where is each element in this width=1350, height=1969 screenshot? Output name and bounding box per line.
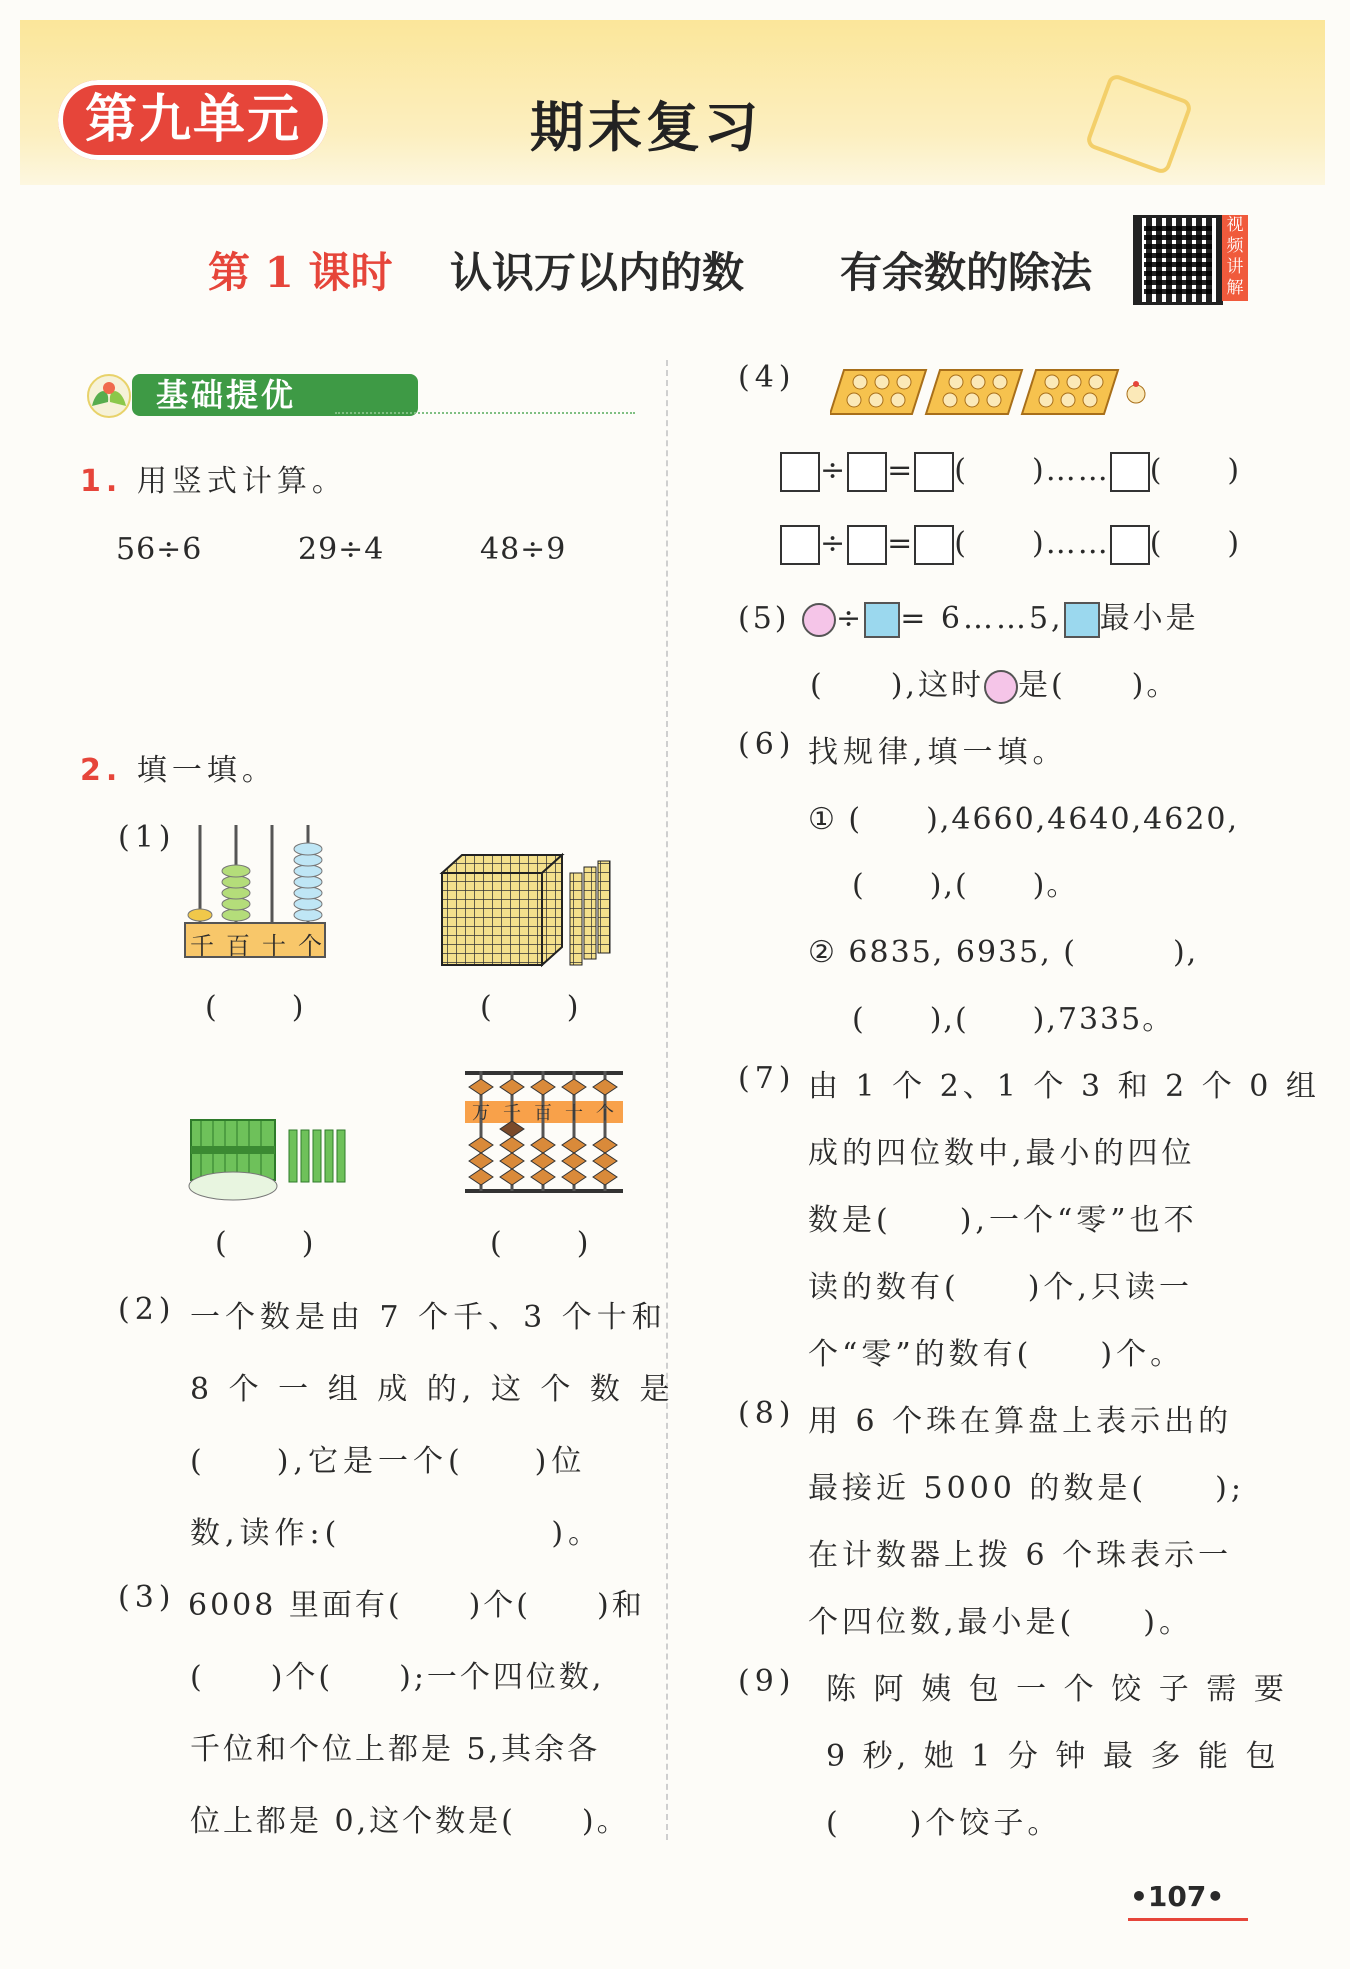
q2-p8-line-3: 在计数器上拨 6 个珠表示一 [808, 1538, 1233, 1573]
q2-title: 填一填。 [136, 753, 277, 788]
p4-eq2-quotient-box[interactable] [914, 525, 954, 565]
p4-eq1-eq: = [887, 453, 915, 488]
blue-square-icon [864, 602, 900, 638]
q1-heading [80, 456, 347, 500]
q2-p7-line-3: 数是( ),一个“零”也不 [808, 1203, 1198, 1238]
q2-p7-line-1: 由 1 个 2、1 个 3 和 2 个 0 组 [808, 1069, 1320, 1104]
q2-p6-line-1: ① ( ),4660,4640,4620, [808, 802, 1240, 837]
q2-p5-tail: 最小是 [1099, 601, 1199, 636]
q2-p3-line-3: 千位和个位上都是 5,其余各 [190, 1732, 601, 1767]
lesson-number: 第 1 课时 [208, 248, 393, 297]
abacus-label-hundred: 百 [226, 932, 250, 960]
q2-p1-blank-3[interactable]: ( ) [215, 1226, 319, 1261]
q1-title: 用竖式计算。 [136, 464, 347, 499]
q2-p6-title: 找规律,填一填。 [808, 735, 1068, 770]
p4-eq1-quotient-box[interactable] [914, 452, 954, 492]
q2-p5-line2b: 是( )。 [1017, 668, 1180, 703]
p4-eq1-unit-2[interactable]: ( ) [1149, 453, 1242, 488]
q2-p6-line-3: ② 6835, 6935, ( ), [808, 935, 1199, 970]
q2-p3-line-4: 位上都是 0,这个数是( )。 [190, 1804, 630, 1839]
q2-p5-line-2 [810, 660, 1179, 704]
qr-code-icon[interactable] [1133, 215, 1223, 305]
q1-number: 1. [80, 464, 123, 499]
p4-eq1-divisor-box[interactable] [847, 452, 887, 492]
q2-p7-line-2: 成的四位数中,最小的四位 [808, 1136, 1196, 1171]
p4-eq2-div: ÷ [820, 526, 848, 561]
p4-eq2-dots: …… [1045, 526, 1110, 561]
lesson-topic-1: 认识万以内的数 [450, 248, 745, 297]
counter-label-wan: 万 [472, 1103, 490, 1124]
q2-p8-line-2: 最接近 5000 的数是( ); [808, 1471, 1245, 1506]
q2-p5-label: (5) [738, 601, 790, 636]
q1-item-3: 48÷9 [480, 532, 567, 567]
q2-p8-label: (8) [738, 1396, 796, 1431]
cake-trays-illustration [830, 362, 1150, 420]
p4-eq2-unit-2[interactable]: ( ) [1149, 526, 1242, 561]
counter-label-qian: 千 [503, 1103, 521, 1124]
section-divider [335, 412, 635, 414]
p4-eq1-div: ÷ [820, 453, 848, 488]
q2-p3-line-1: 6008 里面有( )个( )和 [188, 1588, 645, 1623]
pink-circle-icon-2 [984, 670, 1018, 704]
lesson-topic-2: 有余数的除法 [840, 248, 1093, 297]
q2-p9-line-3: ( )个饺子。 [826, 1806, 1062, 1841]
q2-p9-label: (9) [738, 1664, 796, 1699]
p4-eq1-dots: …… [1045, 453, 1110, 488]
q2-p2-line-2: 8 个 一 组 成 的, 这 个 数 是 [190, 1372, 675, 1407]
unit-badge: 第九单元 [58, 80, 328, 160]
q2-p4-label: (4) [738, 360, 796, 395]
q2-p5-line-1 [738, 593, 1199, 638]
q2-p2-line-4: 数,读作:( )。 [190, 1516, 604, 1551]
q2-p7-line-5: 个“零”的数有( )个。 [808, 1337, 1185, 1372]
q2-p8-line-1: 用 6 个珠在算盘上表示出的 [808, 1404, 1233, 1439]
section-tag [80, 372, 340, 418]
video-label: 视频讲解 [1222, 215, 1248, 301]
section-label: 基础提优 [132, 374, 418, 416]
q2-p2-line-1: 一个数是由 7 个千、3 个十和 [190, 1300, 667, 1335]
q2-p7-label: (7) [738, 1061, 796, 1096]
counter-label-bai: 百 [534, 1103, 552, 1124]
page-number: •107• [1130, 1880, 1225, 1913]
q2-p9-line-1: 陈 阿 姨 包 一 个 饺 子 需 要 [826, 1672, 1288, 1707]
counter-label-shi: 十 [565, 1103, 583, 1124]
q2-p1-label: (1) [118, 820, 176, 855]
p4-eq1-remainder-box[interactable] [1110, 452, 1150, 492]
p4-eq2-divisor-box[interactable] [847, 525, 887, 565]
q2-p3-label: (3) [118, 1580, 176, 1615]
q2-p5-div: ÷ [836, 601, 865, 636]
page-number-underline [1128, 1918, 1248, 1921]
p4-eq1-unit-1[interactable]: ( ) [954, 453, 1046, 488]
q2-p7-line-4: 读的数有( )个,只读一 [808, 1270, 1193, 1305]
page-title: 期末复习 [530, 96, 762, 159]
counter-label-ge: 个 [596, 1103, 614, 1124]
q2-number: 2. [80, 753, 123, 788]
q1-item-2: 29÷4 [298, 532, 385, 567]
abacus-label-thousand: 千 [190, 932, 214, 960]
q2-p4-equation-2 [780, 518, 1241, 565]
q2-p1-blank-1[interactable]: ( ) [205, 990, 309, 1025]
p4-eq2-eq: = [887, 526, 915, 561]
abacus-label-one: 个 [298, 932, 322, 960]
q2-p6-line-2: ( ),( )。 [852, 868, 1079, 903]
abacus-label-ten: 十 [262, 932, 286, 960]
q2-p5-rest: = 6……5, [900, 601, 1064, 636]
q2-p6-label: (6) [738, 727, 796, 762]
p4-eq2-remainder-box[interactable] [1110, 525, 1150, 565]
q2-p6-line-4: ( ),( ),7335。 [852, 1002, 1175, 1037]
abacus-counter-illustration [463, 1065, 628, 1195]
q1-item-1: 56÷6 [116, 532, 203, 567]
q2-p2-line-3: ( ),它是一个( )位 [190, 1444, 587, 1479]
q2-p2-label: (2) [118, 1292, 176, 1327]
q2-p3-line-2: ( )个( );一个四位数, [190, 1660, 605, 1695]
q2-heading [80, 745, 277, 789]
q2-p1-blank-4[interactable]: ( ) [490, 1226, 594, 1261]
p4-eq1-dividend-box[interactable] [780, 452, 820, 492]
p4-eq2-unit-1[interactable]: ( ) [954, 526, 1046, 561]
pink-circle-icon [802, 603, 836, 637]
q2-p5-line2a: ( ),这时 [810, 668, 984, 703]
q2-p9-line-2: 9 秒, 她 1 分 钟 最 多 能 包 [826, 1739, 1280, 1774]
p4-eq2-dividend-box[interactable] [780, 525, 820, 565]
column-divider [666, 360, 668, 1840]
blue-square-icon-2 [1064, 602, 1100, 638]
cube-blocks-illustration [438, 845, 638, 970]
leaf-icon [80, 372, 138, 418]
q2-p1-blank-2[interactable]: ( ) [480, 990, 584, 1025]
q2-p4-equation-1 [780, 445, 1241, 492]
q2-p8-line-4: 个四位数,最小是( )。 [808, 1605, 1193, 1640]
stick-bundles-illustration [185, 1110, 350, 1205]
